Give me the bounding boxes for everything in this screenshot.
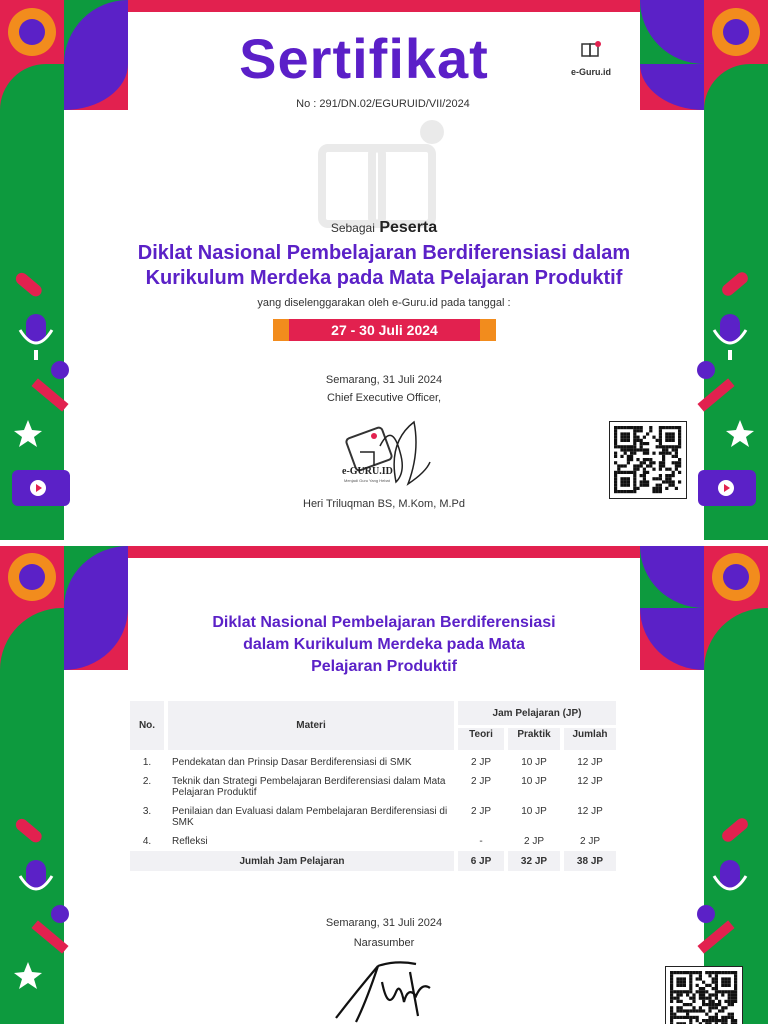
eguru-logo [566,40,616,77]
date-range: 27 - 30 Juli 2024 [289,319,480,341]
qr-code[interactable] [665,966,743,1024]
certificate-number: No : 291/DN.02/EGURUID/VII/2024 [296,98,470,110]
header-praktik: Praktik [508,728,560,750]
qr-code[interactable] [609,421,687,499]
syllabus-table-wrap [126,698,620,874]
row-number: 1. [142,757,152,768]
row-praktik: 10 JP [521,757,547,768]
watermark-logo [316,118,466,228]
row-materi: Penilaian dan Evaluasi dalam Pembelajaran Berdiferensiasi di SMK [172,806,448,828]
table-row [130,772,616,799]
education-icons-left [8,816,78,1016]
row-materi: Teknik dan Strategi Pembelajaran Berdiferensiasi dalam Mata Pelajaran Produktif [172,776,446,798]
stamp-subtext: Menjadi Guru Yang Hebat [344,478,390,483]
qr-code-pattern [610,422,686,498]
course-title-line2: Kurikulum Merdeka pada Mata Pelajaran Produktif [145,267,623,289]
row-teori: 2 JP [470,776,491,787]
syllabus-signer-title: Narasumber [353,937,415,949]
signature-stamp [330,412,440,496]
syllabus-place-date: Semarang, 31 Juli 2024 [325,917,443,929]
organizer-text: yang diselenggarakan oleh e-Guru.id pada tanggal : [257,297,511,309]
row-praktik: 2 JP [523,836,544,847]
qr-code-pattern [666,967,742,1024]
row-materi: Pendekatan dan Prinsip Dasar Berdiferensiasi di SMK [172,757,412,768]
date-banner [273,319,496,341]
syllabus-table [126,698,620,874]
header-teori: Teori [458,728,504,750]
header-materi: Materi [168,701,454,750]
logo-text: e-Guru.id [571,67,611,77]
total-praktik: 32 JP [508,851,560,871]
row-jumlah: 2 JP [579,836,600,847]
syllabus-title-line3: Pelajaran Produktif [311,658,457,675]
certificate-title: Sertifikat [239,27,489,90]
top-bar [128,546,640,558]
table-row [130,753,616,769]
signer-name: Heri Triluqman BS, M.Kom, M.Pd [303,498,465,510]
row-praktik: 10 JP [521,776,547,787]
row-number: 4. [142,836,152,847]
syllabus-title-line2: dalam Kurikulum Merdeka pada Mata [243,636,525,653]
syllabus-page [0,546,768,1024]
star-icon [14,420,42,447]
total-teori: 6 JP [458,851,504,871]
header-jp: Jam Pelajaran (JP) [458,701,616,725]
book-logo-icon [580,40,602,62]
row-teori: 2 JP [470,757,491,768]
row-number: 2. [142,776,152,787]
total-jumlah: 38 JP [564,851,616,871]
table-row [130,802,616,829]
row-jumlah: 12 JP [577,806,603,817]
narasumber-signature [326,952,446,1024]
stamp-text: e-GURU.ID [342,466,393,477]
table-row [130,832,616,848]
header-jumlah: Jumlah [564,728,616,750]
row-jumlah: 12 JP [577,757,603,768]
header-no: No. [130,701,164,750]
row-praktik: 10 JP [521,806,547,817]
row-materi: Refleksi [172,836,208,847]
total-label: Jumlah Jam Pelajaran [130,851,454,871]
signature-drawing [330,412,440,496]
role-label: Peserta [379,219,438,236]
row-teori: - [479,836,483,847]
course-title-line1: Diklat Nasional Pembelajaran Berdiferensiasi dalam [137,242,631,264]
role-prefix: Sebagai [330,221,375,235]
row-jumlah: 12 JP [577,776,603,787]
syllabus-title-line1: Diklat Nasional Pembelajaran Berdiferensiasi [212,614,556,631]
row-number: 3. [142,806,152,817]
signer-title: Chief Executive Officer, [326,392,442,404]
role-line [0,219,768,237]
row-teori: 2 JP [470,806,491,817]
top-bar [128,0,640,12]
place-date: Semarang, 31 Juli 2024 [325,374,443,386]
